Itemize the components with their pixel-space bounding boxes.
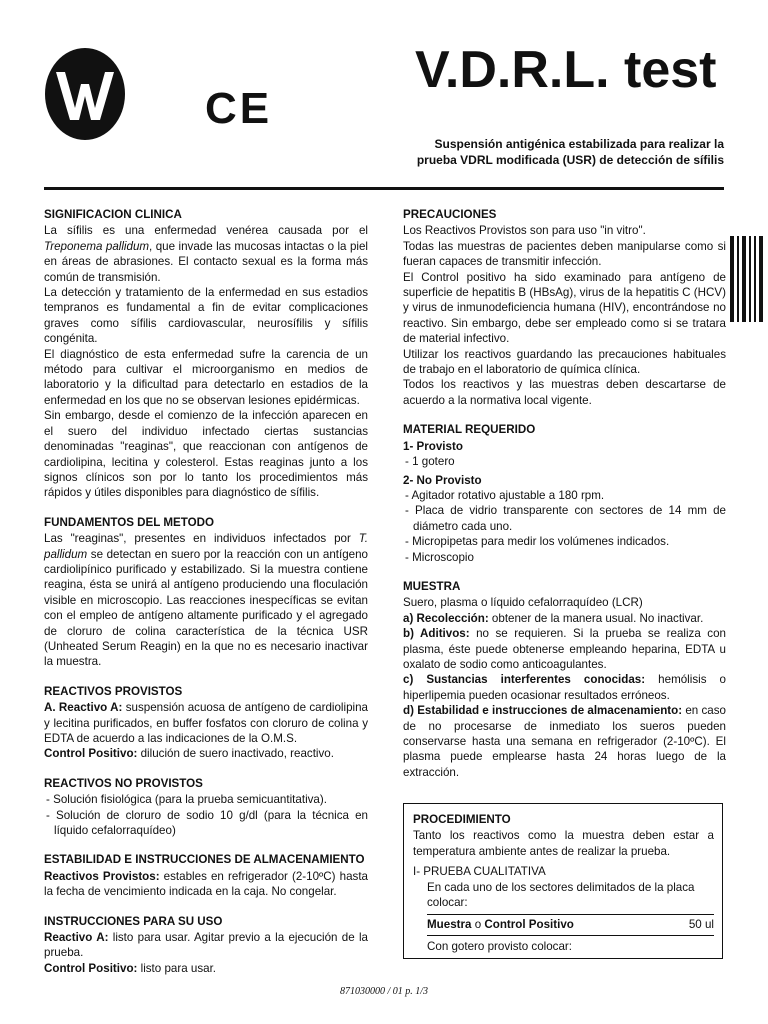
paragraph: A. Reactivo A: suspensión acuosa de antígeno de cardiolipina y lecitina purificados, en buffer fosfatos con cloruro de colina y EDTA de acuerdo a las indicaciones de la O.M.S. <box>44 701 368 745</box>
ce-mark: CE <box>205 84 273 133</box>
list-item: - Solución de cloruro de sodio 10 g/dl (para la técnica en líquido cefalorraquídeo) <box>46 808 368 838</box>
paragraph: Todos los reactivos y las muestras deben descartarse de acuerdo a la normativa local vigente. <box>403 378 726 407</box>
paragraph: Control Positivo: listo para usar. <box>44 961 217 975</box>
list-item: - Solución fisiológica (para la prueba semicuantitativa). <box>46 793 327 807</box>
section-reactivos-provistos <box>44 684 368 762</box>
section-heading: FUNDAMENTOS DEL METODO <box>44 515 215 529</box>
section-heading: MUESTRA <box>403 579 461 593</box>
paragraph: Control Positivo: dilución de suero inactivado, reactivo. <box>44 747 334 761</box>
paragraph: Todas las muestras de pacientes deben manipularse como si fueran capaces de transmitir infección. <box>403 239 726 269</box>
paragraph: La sífilis es una enfermedad venérea causada por el Treponema pallidum, que invade las mucosas intactas o la piel en áreas de abrasiones. El contacto sexual es la forma más común de transmisión. <box>44 224 368 284</box>
section-significacion <box>44 207 368 501</box>
list-item: - Agitador rotativo ajustable a 180 rpm. <box>405 488 605 502</box>
list <box>44 792 368 838</box>
header-divider <box>44 187 724 190</box>
left-column <box>44 207 368 990</box>
wiener-logo-icon <box>44 46 126 142</box>
step-title: I- PRUEBA CUALITATIVA <box>413 865 546 879</box>
section-heading: SIGNIFICACION CLINICA <box>44 208 182 221</box>
paragraph: Tanto los reactivos como la muestra deben estar a temperatura ambiente antes de realizar la prueba. <box>413 829 714 858</box>
list-item: - 1 gotero <box>405 455 455 469</box>
step-text: En cada uno de los sectores delimitados de la placa colocar: <box>427 880 695 910</box>
section-heading: PROCEDIMIENTO <box>413 813 511 826</box>
paragraph: Reactivo A: listo para usar. Agitar previo a la ejecución de la prueba. <box>44 931 368 960</box>
paragraph: Reactivos Provistos: estables en refrigerador (2-10ºC) hasta la fecha de vencimiento indicada en la caja. No congelar. <box>44 869 368 899</box>
paragraph: El diagnóstico de esta enfermedad sufre la carencia de un método para cultivar el microorganismo en medios de laboratorio y la dificultad para detectarlo en estadios de la enfermedad en los que no se observan lesiones epidérmicas. <box>44 347 368 407</box>
section-heading: MATERIAL REQUERIDO <box>403 423 536 437</box>
section-heading: REACTIVOS NO PROVISTOS <box>44 776 203 790</box>
paragraph: Sin embargo, desde el comienzo de la infección aparecen en el suero del individuo infectado ciertas sustancias denominadas "reaginas", que reaccionan con antígenos de cardiolipina, lecitina y colesterol. Estas reaginas junto a los signos clínicos son por lo tanto los procedimientos más rápidos y útiles disponibles para diagnóstico de sífilis. <box>44 409 368 500</box>
list-item: - Micropipetas para medir los volúmenes indicados. <box>405 535 670 549</box>
section-instrucciones <box>44 914 368 977</box>
right-column <box>403 207 726 794</box>
list-item: - Microscopio <box>405 550 474 564</box>
section-material <box>403 422 726 565</box>
procedure-table-row <box>427 914 714 935</box>
section-fundamentos <box>44 515 368 670</box>
list <box>403 454 726 469</box>
section-heading: INSTRUCCIONES PARA SU USO <box>44 914 223 928</box>
subheading: 1- Provisto <box>403 439 463 453</box>
subtitle-line-1: Suspensión antigénica estabilizada para realizar la <box>434 137 724 151</box>
paragraph: La detección y tratamiento de la enfermedad en sus estadios tempranos es fundamental a fin de evitar complicaciones graves como sífilis cardiovascular, neurosífilis y sífilis congénita. <box>44 286 368 346</box>
paragraph: b) Aditivos: no se requieren. Si la prueba se realiza con plasma, éste puede obtenerse empleando heparina, EDTA u oxalato de sodio como anticoagulantes. <box>403 627 726 671</box>
paragraph: c) Sustancias interferentes conocidas: hemólisis o hiperlipemia pueden ocasionar resultados erróneos. <box>403 673 727 702</box>
section-precauciones <box>403 207 726 408</box>
section-reactivos-no-provistos <box>44 776 368 839</box>
row-label: Muestra o Control Positivo <box>427 918 574 932</box>
section-heading: ESTABILIDAD E INSTRUCCIONES DE ALMACENAMIENTO <box>44 853 365 867</box>
paragraph: d) Estabilidad e instrucciones de almacenamiento: en caso de no procesarse de inmediato los sueros pueden conservarse hasta una semana en refrigerador (2-10ºC). El plasma puede emplearse hasta 24 horas luego de la extracción. <box>403 704 726 779</box>
paragraph: a) Recolección: obtener de la manera usual. No inactivar. <box>403 611 704 625</box>
document-subtitle <box>364 136 724 168</box>
procedimiento-box <box>403 803 723 959</box>
paragraph: Utilizar los reactivos guardando las precauciones habituales de trabajo en el laboratorio de química clínica. <box>403 347 726 377</box>
row-value: 50 ul <box>688 918 714 932</box>
page-footer: 871030000 / 01 p. 1/3 <box>339 986 429 997</box>
paragraph: El Control positivo ha sido examinado para antígeno de superficie de hepatitis B (HBsAg), virus de la hepatitis C (HCV) y virus de inmunodeficiencia humana (HIV), encontrándose no reactivo. Sin embargo, debe ser empleado como si se tratara de material infectivo. <box>403 270 726 346</box>
paragraph: Los Reactivos Provistos son para uso "in vitro". <box>403 224 646 238</box>
section-heading: PRECAUCIONES <box>403 208 497 221</box>
section-heading: REACTIVOS PROVISTOS <box>44 684 183 698</box>
section-estabilidad <box>44 852 368 899</box>
side-barcode <box>730 236 763 322</box>
section-muestra <box>403 579 726 780</box>
list-item: - Placa de vidrio transparente con sectores de 14 mm de diámetro cada uno. <box>405 504 726 533</box>
document-title: V.D.R.L. test <box>415 41 717 99</box>
subtitle-line-2: prueba VDRL modificada (USR) de detección de sífilis <box>416 153 724 167</box>
paragraph: Las "reaginas", presentes en individuos infectados por T. pallidum se detectan en suero por la reacción con un antígeno cardiolipínico purificado y estabilizado. Si la muestra contiene reagina, ésta se unirá al antígeno produciendo una floculación visible en microscopio. Las reacciones inespecíficas se evitan con el empleo de antígeno altamente purificado y el agregado de cloruro de colina característica de la técnica USR (Unheated Serum Reagin) en la que no es necesario inactivar la muestra. <box>44 532 368 669</box>
step-text: Con gotero provisto colocar: <box>427 939 572 953</box>
paragraph: Suero, plasma o líquido cefalorraquídeo (LCR) <box>403 596 643 610</box>
list <box>403 488 726 565</box>
subheading: 2- No Provisto <box>403 473 482 487</box>
